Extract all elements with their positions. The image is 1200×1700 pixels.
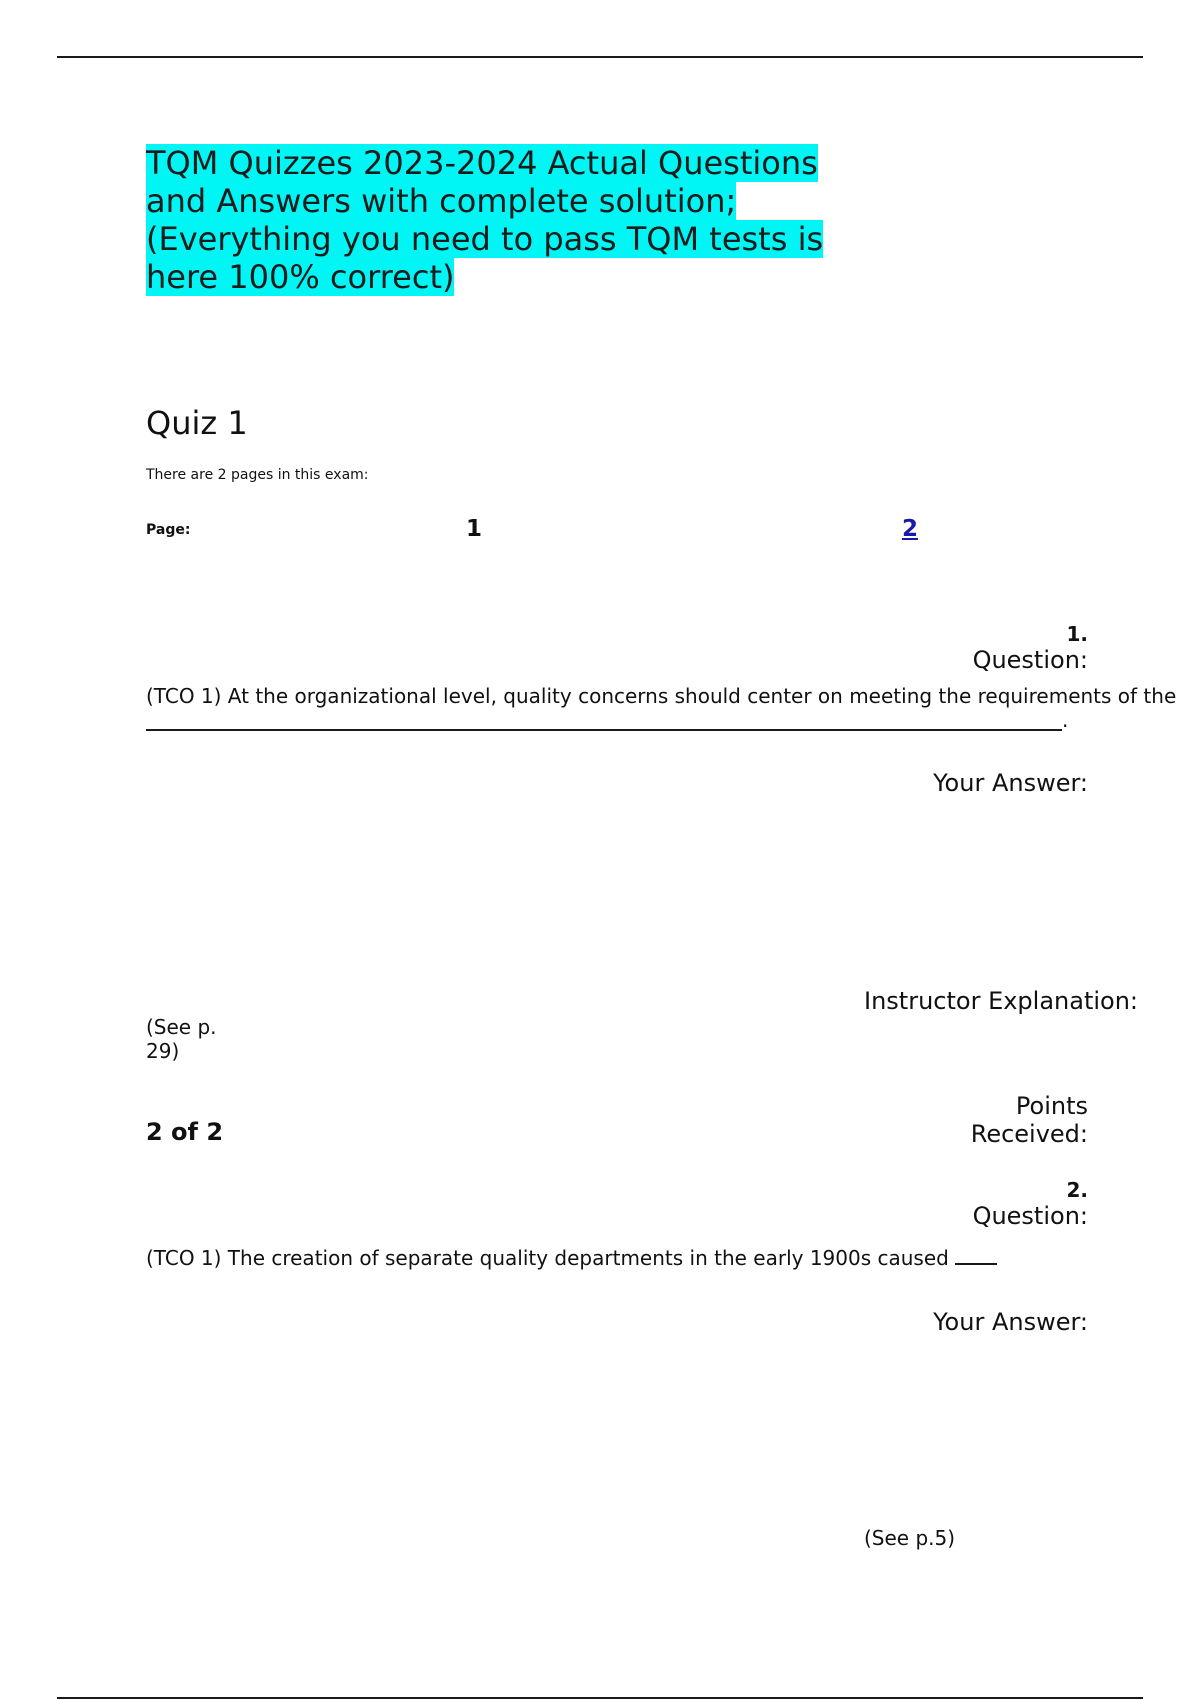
page-label: Page: — [146, 522, 191, 538]
question-1-answer-blank — [146, 729, 1062, 731]
current-page-number: 1 — [466, 516, 483, 542]
bottom-rule — [57, 1697, 1143, 1699]
question-1-number: 1. — [1066, 622, 1088, 646]
question-2-answer-blank — [955, 1245, 997, 1265]
question-1-label: Question: — [972, 646, 1088, 674]
page-2-link[interactable]: 2 — [902, 516, 919, 542]
top-rule — [57, 56, 1143, 58]
question-2-number: 2. — [1066, 1178, 1088, 1202]
document-title — [146, 144, 866, 296]
question-2-text: (TCO 1) The creation of separate quality departments in the early 1900s caused — [146, 1246, 949, 1270]
quiz-heading: Quiz 1 — [146, 404, 248, 442]
question-1-points-label: Points Received: — [970, 1092, 1088, 1148]
question-1-text: (TCO 1) At the organizational level, quality concerns should center on meeting the requirements of the — [146, 684, 1177, 708]
question-2-question — [146, 1245, 997, 1270]
document-title-text: TQM Quizzes 2023-2024 Actual Questions and Answers with complete solution; (Everything you need to pass TQM tests is here 100% correct) — [146, 144, 824, 296]
question-2-your-answer-label: Your Answer: — [933, 1308, 1088, 1336]
question-1-points-value: 2 of 2 — [146, 1118, 224, 1146]
pages-note: There are 2 pages in this exam: — [146, 467, 369, 483]
question-1-answer-period: . — [1062, 708, 1069, 732]
question-1-instructor-explanation: (See p. 29) — [146, 1015, 217, 1063]
question-1-your-answer-label: Your Answer: — [933, 769, 1088, 797]
question-2-instructor-explanation: (See p.5) — [864, 1526, 956, 1550]
question-1-instructor-explanation-label: Instructor Explanation: — [864, 987, 1139, 1015]
question-2-label: Question: — [972, 1202, 1088, 1230]
